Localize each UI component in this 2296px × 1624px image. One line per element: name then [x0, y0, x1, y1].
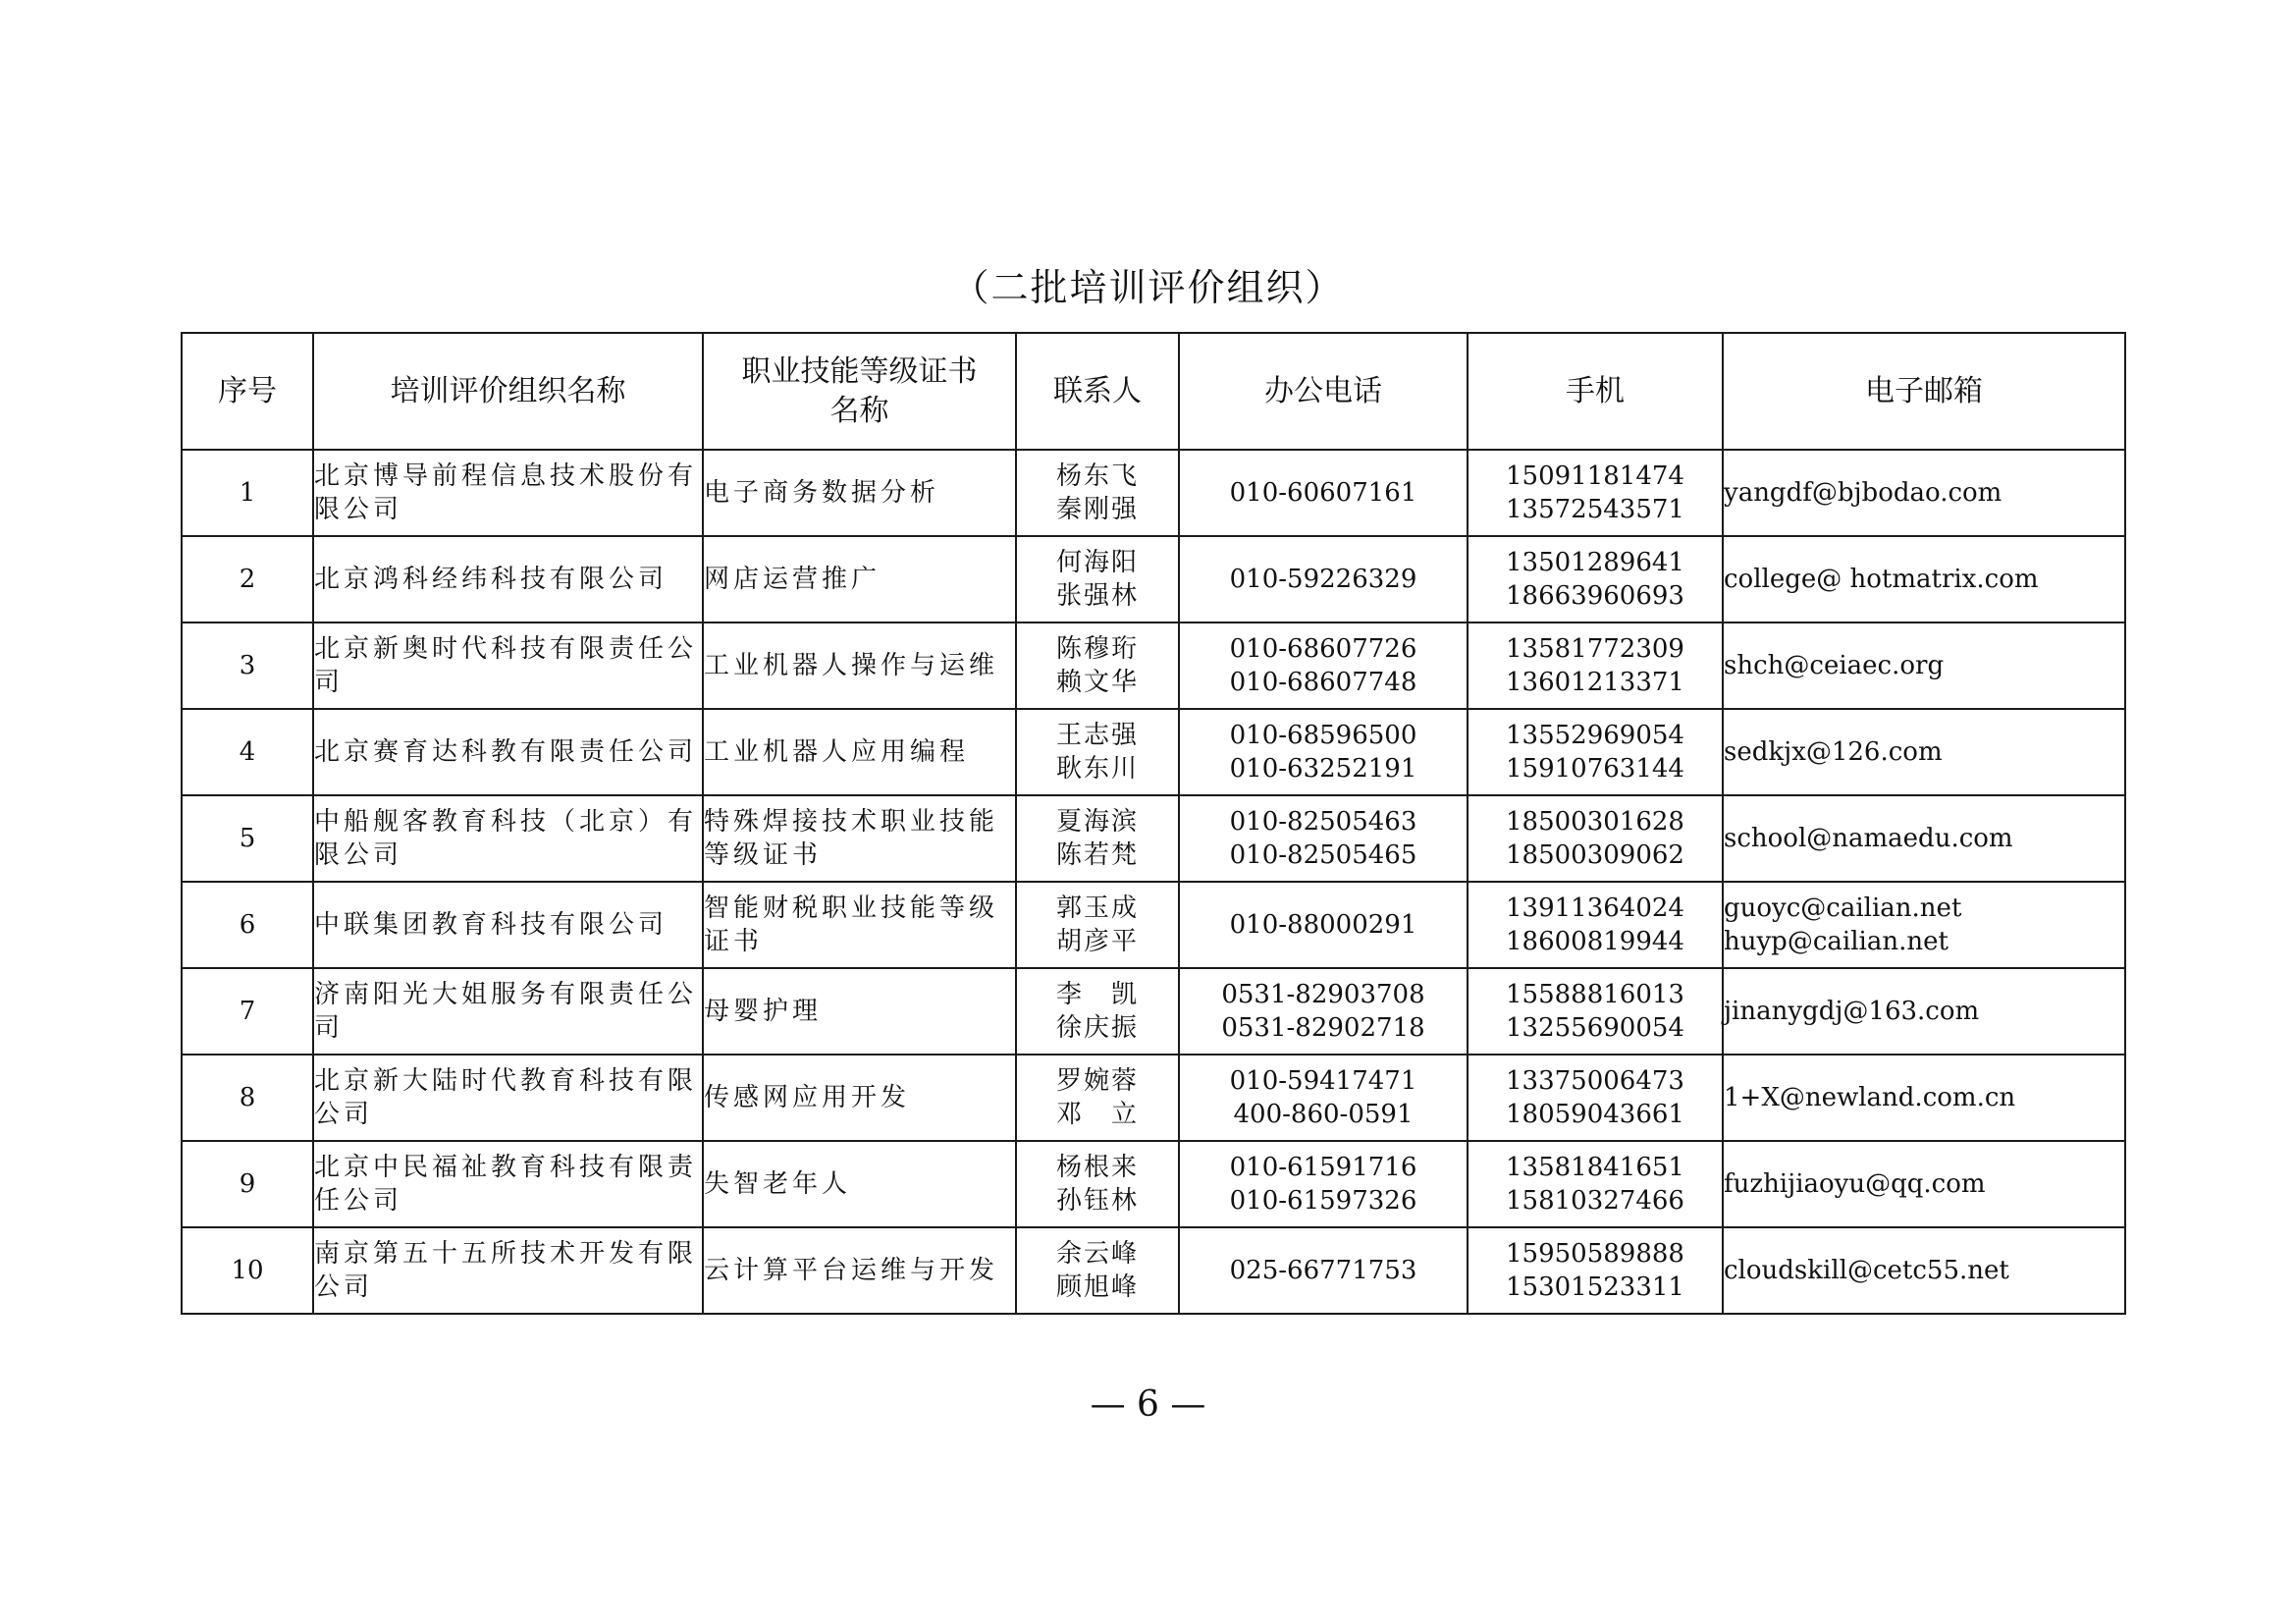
certificate-name: 传感网应用开发 [703, 1055, 1016, 1141]
email-cell [1723, 536, 2125, 623]
contact-cell [1016, 1055, 1179, 1141]
email-address: fuzhijiaoyu@qq.com [1724, 1169, 1986, 1199]
mobile-number: 13501289641 [1506, 548, 1684, 577]
contact-cell [1016, 1227, 1179, 1314]
row-index: 3 [182, 623, 313, 709]
mobile-cell [1468, 968, 1723, 1055]
office-phone: 0531-82903708 [1221, 980, 1425, 1009]
email-cell [1723, 1141, 2125, 1227]
contact-person: 李 凯 [1055, 980, 1139, 1009]
contact-cell [1016, 450, 1179, 536]
mobile-number: 13255690054 [1506, 1013, 1684, 1043]
email-address: yangdf@bjbodao.com [1724, 478, 2002, 508]
contact-person: 陈若梵 [1055, 840, 1139, 870]
mobile-number: 13572543571 [1506, 495, 1684, 524]
mobile-number: 15910763144 [1506, 754, 1684, 784]
mobile-number: 15588816013 [1506, 980, 1684, 1009]
contact-person: 顾旭峰 [1055, 1272, 1139, 1302]
office-phone: 010-82505463 [1229, 807, 1417, 837]
org-name: 北京中民福祉教育科技有限责任公司 [313, 1141, 703, 1227]
contact-person: 陈穆珩 [1055, 634, 1139, 664]
office-phone-cell [1179, 1227, 1468, 1314]
contact-person: 余云峰 [1055, 1239, 1139, 1269]
org-name: 南京第五十五所技术开发有限公司 [313, 1227, 703, 1314]
contact-person: 何海阳 [1055, 548, 1139, 577]
certificate-name: 工业机器人操作与运维 [703, 623, 1016, 709]
contact-person: 耿东川 [1055, 754, 1139, 784]
office-phone: 0531-82902718 [1221, 1013, 1425, 1043]
contact-person: 张强林 [1055, 581, 1139, 611]
office-phone-cell [1179, 795, 1468, 882]
mobile-number: 13552969054 [1506, 721, 1684, 750]
header-certificate-line2: 名称 [829, 393, 889, 428]
office-phone: 010-82505465 [1229, 840, 1417, 870]
mobile-number: 15950589888 [1506, 1239, 1684, 1269]
header-mobile: 手机 [1468, 333, 1723, 450]
mobile-cell [1468, 709, 1723, 795]
email-address: school@namaedu.com [1724, 824, 2013, 853]
office-phone-cell [1179, 709, 1468, 795]
email-cell [1723, 1227, 2125, 1314]
office-phone: 010-68607726 [1229, 634, 1417, 664]
office-phone: 400-860-0591 [1233, 1100, 1414, 1129]
contact-person: 胡彦平 [1055, 927, 1139, 956]
email-address: guoyc@cailian.net [1724, 893, 1962, 923]
table-row [182, 968, 2125, 1055]
table-row [182, 623, 2125, 709]
org-name: 中船舰客教育科技（北京）有限公司 [313, 795, 703, 882]
email-address: huyp@cailian.net [1724, 927, 1949, 956]
contact-person: 杨东飞 [1055, 461, 1139, 491]
page-number: — 6 — [1090, 1384, 1206, 1425]
mobile-cell [1468, 536, 1723, 623]
office-phone: 010-63252191 [1229, 754, 1417, 784]
contact-person: 杨根来 [1055, 1153, 1139, 1182]
mobile-number: 13581772309 [1506, 634, 1684, 664]
mobile-number: 15091181474 [1506, 461, 1684, 491]
row-index: 2 [182, 536, 313, 623]
email-address: sedkjx@126.com [1724, 737, 1943, 767]
mobile-cell [1468, 795, 1723, 882]
mobile-cell [1468, 450, 1723, 536]
mobile-cell [1468, 623, 1723, 709]
email-cell [1723, 623, 2125, 709]
header-index: 序号 [182, 333, 313, 450]
contact-cell [1016, 795, 1179, 882]
contact-person: 秦刚强 [1055, 495, 1139, 524]
mobile-cell [1468, 1055, 1723, 1141]
mobile-number: 13375006473 [1506, 1066, 1684, 1096]
header-contact: 联系人 [1016, 333, 1179, 450]
contact-cell [1016, 1141, 1179, 1227]
office-phone-cell [1179, 623, 1468, 709]
row-index: 5 [182, 795, 313, 882]
contact-person: 夏海滨 [1055, 807, 1139, 837]
email-cell [1723, 450, 2125, 536]
org-name: 济南阳光大姐服务有限责任公司 [313, 968, 703, 1055]
office-phone: 010-59417471 [1229, 1066, 1417, 1096]
row-index: 7 [182, 968, 313, 1055]
contact-cell [1016, 709, 1179, 795]
office-phone-cell [1179, 1055, 1468, 1141]
mobile-number: 15301523311 [1506, 1272, 1684, 1302]
certificate-name: 特殊焊接技术职业技能等级证书 [703, 795, 1016, 882]
row-index: 4 [182, 709, 313, 795]
mobile-number: 18059043661 [1506, 1100, 1684, 1129]
table-row [182, 1055, 2125, 1141]
table-body [182, 450, 2125, 1314]
table-row [182, 1141, 2125, 1227]
org-name: 北京赛育达科教有限责任公司 [313, 709, 703, 795]
mobile-number: 13581841651 [1506, 1153, 1684, 1182]
certificate-name: 电子商务数据分析 [703, 450, 1016, 536]
org-name: 北京鸿科经纬科技有限公司 [313, 536, 703, 623]
header-certificate [703, 333, 1016, 450]
certificate-name: 智能财税职业技能等级证书 [703, 882, 1016, 968]
row-index: 10 [182, 1227, 313, 1314]
office-phone: 010-88000291 [1229, 910, 1417, 940]
table-row [182, 450, 2125, 536]
certificate-name: 云计算平台运维与开发 [703, 1227, 1016, 1314]
contact-person: 邓 立 [1055, 1100, 1139, 1129]
email-cell [1723, 1055, 2125, 1141]
contact-cell [1016, 882, 1179, 968]
table-row [182, 882, 2125, 968]
email-address: 1+X@newland.com.cn [1724, 1083, 2016, 1112]
office-phone: 010-60607161 [1229, 478, 1417, 508]
email-cell [1723, 882, 2125, 968]
mobile-number: 13601213371 [1506, 668, 1684, 697]
office-phone: 010-61591716 [1229, 1153, 1417, 1182]
header-email: 电子邮箱 [1723, 333, 2125, 450]
email-cell [1723, 795, 2125, 882]
mobile-number: 18600819944 [1506, 927, 1684, 956]
office-phone: 010-59226329 [1229, 565, 1417, 594]
table-row [182, 795, 2125, 882]
mobile-number: 15810327466 [1506, 1186, 1684, 1216]
email-address: jinanygdj@163.com [1724, 997, 1980, 1026]
contact-person: 罗婉蓉 [1055, 1066, 1139, 1096]
email-address: college@ hotmatrix.com [1724, 565, 2039, 594]
row-index: 8 [182, 1055, 313, 1141]
certificate-name: 网店运营推广 [703, 536, 1016, 623]
office-phone: 025-66771753 [1229, 1256, 1417, 1285]
office-phone-cell [1179, 968, 1468, 1055]
contact-person: 徐庆振 [1055, 1013, 1139, 1043]
mobile-number: 18500301628 [1506, 807, 1684, 837]
row-index: 9 [182, 1141, 313, 1227]
contact-person: 王志强 [1055, 721, 1139, 750]
certificate-name: 工业机器人应用编程 [703, 709, 1016, 795]
office-phone-cell [1179, 536, 1468, 623]
header-org-name: 培训评价组织名称 [313, 333, 703, 450]
contact-cell [1016, 536, 1179, 623]
office-phone: 010-68607748 [1229, 668, 1417, 697]
table-header-row [182, 333, 2125, 450]
contact-person: 郭玉成 [1055, 893, 1139, 923]
email-address: cloudskill@cetc55.net [1724, 1256, 2009, 1285]
organization-table [181, 332, 2126, 1315]
org-name: 中联集团教育科技有限公司 [313, 882, 703, 968]
page-title: （二批培训评价组织） [951, 266, 1345, 309]
office-phone: 010-68596500 [1229, 721, 1417, 750]
office-phone-cell [1179, 882, 1468, 968]
office-phone-cell [1179, 1141, 1468, 1227]
org-name: 北京新奥时代科技有限责任公司 [313, 623, 703, 709]
table-row [182, 709, 2125, 795]
table-row [182, 536, 2125, 623]
email-cell [1723, 968, 2125, 1055]
row-index: 1 [182, 450, 313, 536]
mobile-cell [1468, 882, 1723, 968]
contact-person: 赖文华 [1055, 668, 1139, 697]
row-index: 6 [182, 882, 313, 968]
header-office-phone: 办公电话 [1179, 333, 1468, 450]
office-phone-cell [1179, 450, 1468, 536]
office-phone: 010-61597326 [1229, 1186, 1417, 1216]
email-address: shch@ceiaec.org [1724, 651, 1945, 680]
email-cell [1723, 709, 2125, 795]
header-certificate-line1: 职业技能等级证书 [741, 353, 978, 389]
org-name: 北京新大陆时代教育科技有限公司 [313, 1055, 703, 1141]
mobile-number: 18500309062 [1506, 840, 1684, 870]
org-name: 北京博导前程信息技术股份有限公司 [313, 450, 703, 536]
mobile-cell [1468, 1141, 1723, 1227]
contact-cell [1016, 623, 1179, 709]
mobile-number: 18663960693 [1506, 581, 1684, 611]
mobile-number: 13911364024 [1506, 893, 1684, 923]
table-row [182, 1227, 2125, 1314]
certificate-name: 母婴护理 [703, 968, 1016, 1055]
contact-cell [1016, 968, 1179, 1055]
mobile-cell [1468, 1227, 1723, 1314]
certificate-name: 失智老年人 [703, 1141, 1016, 1227]
contact-person: 孙钰林 [1055, 1186, 1139, 1216]
